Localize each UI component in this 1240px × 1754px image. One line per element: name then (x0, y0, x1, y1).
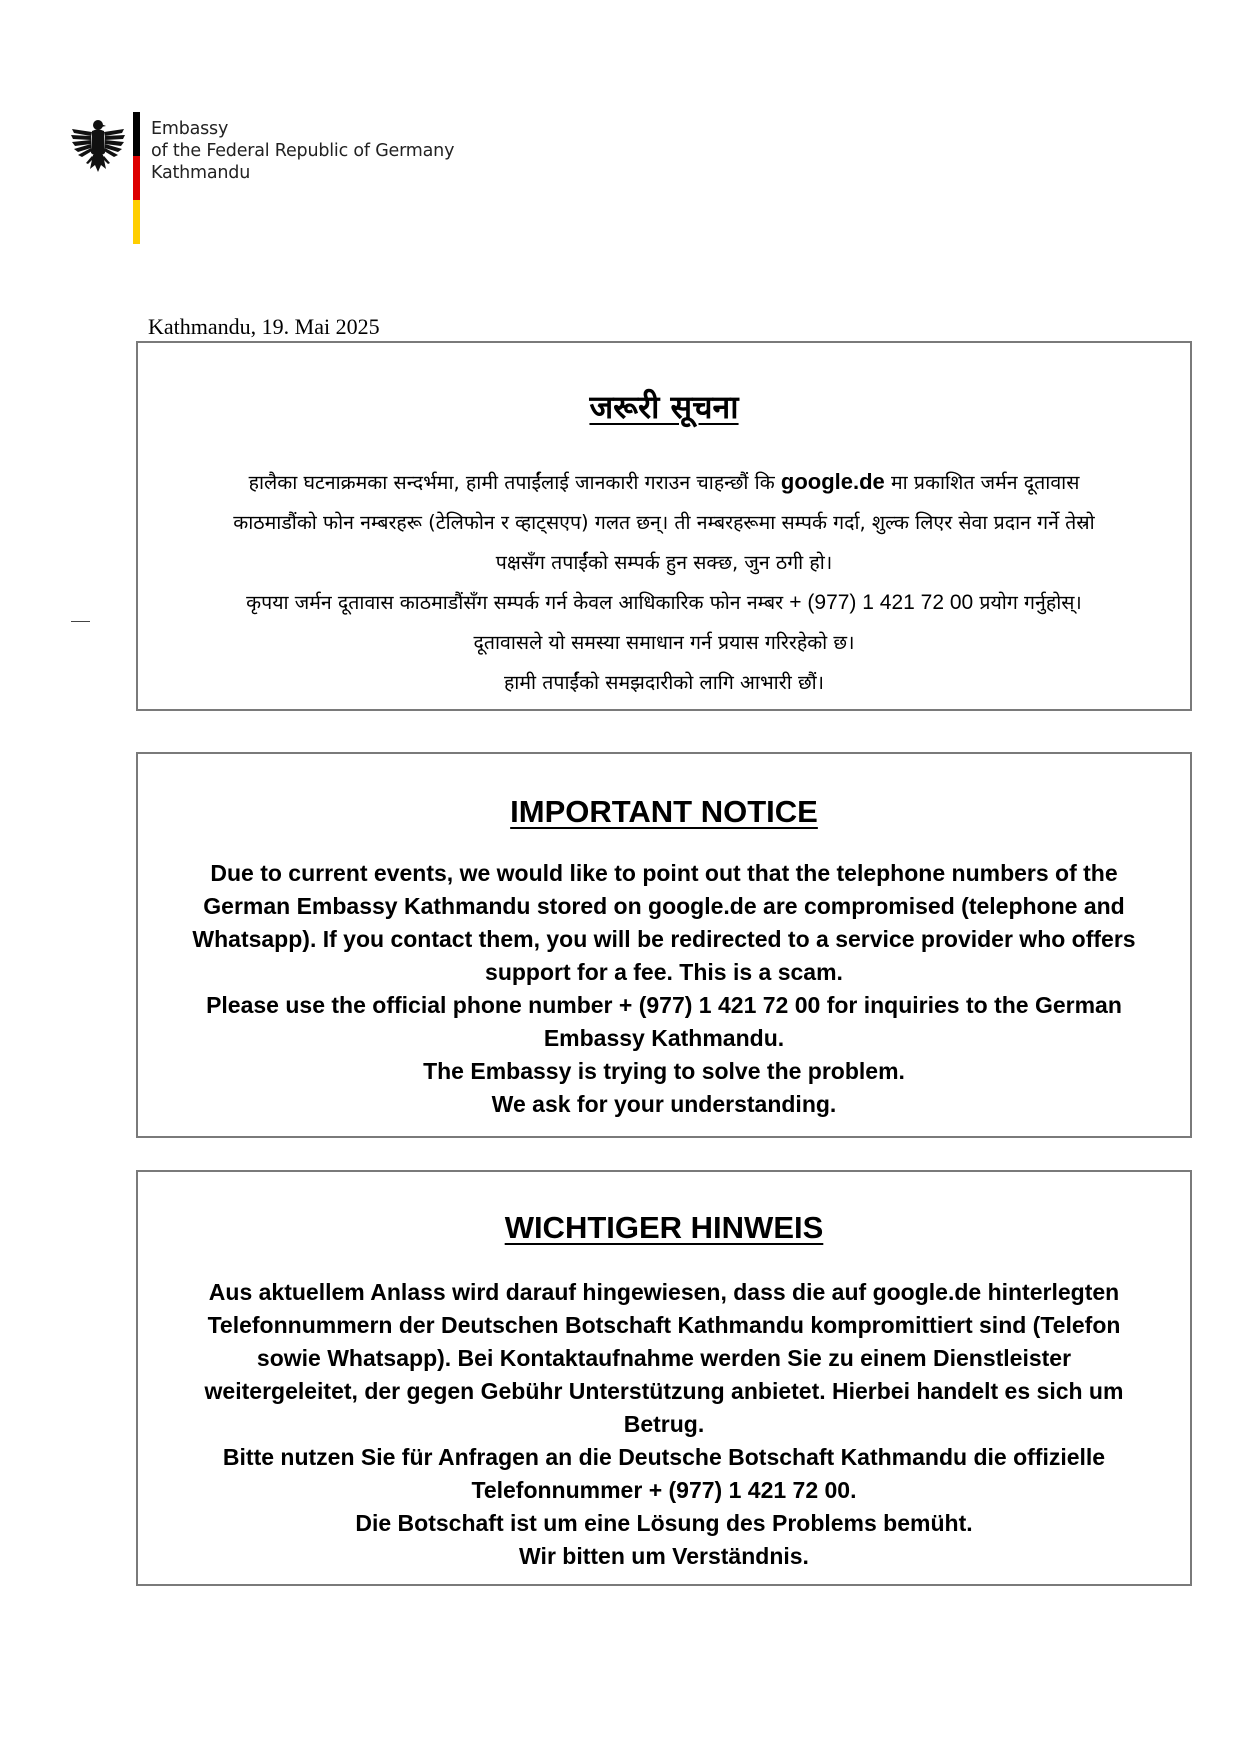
german-notice-box (136, 1170, 1192, 1586)
german-line: weitergeleitet, der gegen Gebühr Unterstützung anbietet. Hierbei handelt es sich um (204, 1378, 1124, 1404)
nepali-line-6: हामी तपाईंको समझदारीको लागि आभारी छौं। (503, 671, 825, 694)
fold-mark (71, 621, 90, 622)
english-line: Embassy Kathmandu. (543, 1025, 785, 1051)
english-notice-box (136, 752, 1192, 1138)
german-line: Wir bitten um Verständnis. (519, 1543, 809, 1569)
english-notice-title: IMPORTANT NOTICE (510, 794, 818, 829)
nepali-line-3: पक्षसँग तपाईंको सम्पर्क हुन सक्छ, जुन ठगी हो। (495, 551, 833, 574)
german-line: Telefonnummern der Deutschen Botschaft Kathmandu kompromittiert sind (Telefon (207, 1312, 1121, 1338)
english-line: Please use the official phone number + (977) 1 421 72 00 for inquiries to the German (206, 992, 1122, 1018)
nepali-text: हालैका घटनाक्रमका सन्दर्भमा, हामी तपाईंलाई जानकारी गराउन चाहन्छौं कि (248, 471, 775, 494)
nepali-notice-body (138, 462, 1190, 703)
nepali-line-5: दूतावासले यो समस्या समाधान गर्न प्रयास गरिरहेको छ। (473, 631, 855, 654)
english-line: Whatsapp). If you contact them, you will be redirected to a service provider who offers (192, 926, 1136, 952)
nepali-text: प्रयोग गर्नुहोस्। (979, 591, 1082, 614)
nepali-notice-title: जरूरी सूचना (589, 388, 739, 426)
english-line: Due to current events, we would like to point out that the telephone numbers of the (210, 860, 1118, 886)
nepali-line-2: काठमाडौंको फोन नम्बरहरू (टेलिफोन र व्हाट्सएप) गलत छन्। ती नम्बरहरूमा सम्पर्क गर्दा, शुल्क लिएर सेवा प्रदान गर्ने तेस्रो (233, 511, 1095, 534)
org-line-3: Kathmandu (151, 163, 251, 183)
org-line-2: of the Federal Republic of Germany (151, 141, 455, 161)
german-line: Die Botschaft ist um eine Lösung des Problems bemüht. (355, 1510, 973, 1536)
german-line: Telefonnummer + (977) 1 421 72 00. (471, 1477, 857, 1503)
nepali-text: मा प्रकाशित जर्मन दूतावास (891, 471, 1080, 494)
german-line: sowie Whatsapp). Bei Kontaktaufnahme werden Sie zu einem Dienstleister (256, 1345, 1072, 1371)
org-line-1: Embassy (151, 119, 229, 139)
german-line: Betrug. (623, 1411, 705, 1437)
nepali-text: कृपया जर्मन दूतावास काठमाडौंसँग सम्पर्क गर्न केवल आधिकारिक फोन नम्बर (246, 591, 784, 614)
english-line: German Embassy Kathmandu stored on google.de are compromised (telephone and (203, 893, 1125, 919)
german-line: Bitte nutzen Sie für Anfragen an die Deutsche Botschaft Kathmandu die offizielle (222, 1444, 1106, 1470)
phone-number: + (977) 1 421 72 00 (789, 591, 974, 614)
english-notice-body (138, 857, 1190, 1121)
german-notice-body (138, 1276, 1190, 1573)
nepali-notice-box (136, 341, 1192, 711)
dateline: Kathmandu, 19. Mai 2025 (148, 314, 380, 339)
embassy-name (151, 118, 454, 184)
german-line: Aus aktuellem Anlass wird darauf hingewiesen, dass die auf google.de hinterlegten (208, 1279, 1120, 1305)
federal-eagle-icon (70, 117, 126, 177)
english-line: support for a fee. This is a scam. (485, 959, 843, 985)
german-notice-title: WICHTIGER HINWEIS (504, 1210, 824, 1245)
english-line: We ask for your understanding. (491, 1091, 837, 1117)
nepali-line-4 (138, 583, 1190, 623)
german-flag-bar (133, 112, 140, 244)
google-domain-text: google.de (780, 469, 885, 494)
english-line: The Embassy is trying to solve the problem. (423, 1058, 905, 1084)
nepali-line-1 (138, 462, 1190, 503)
